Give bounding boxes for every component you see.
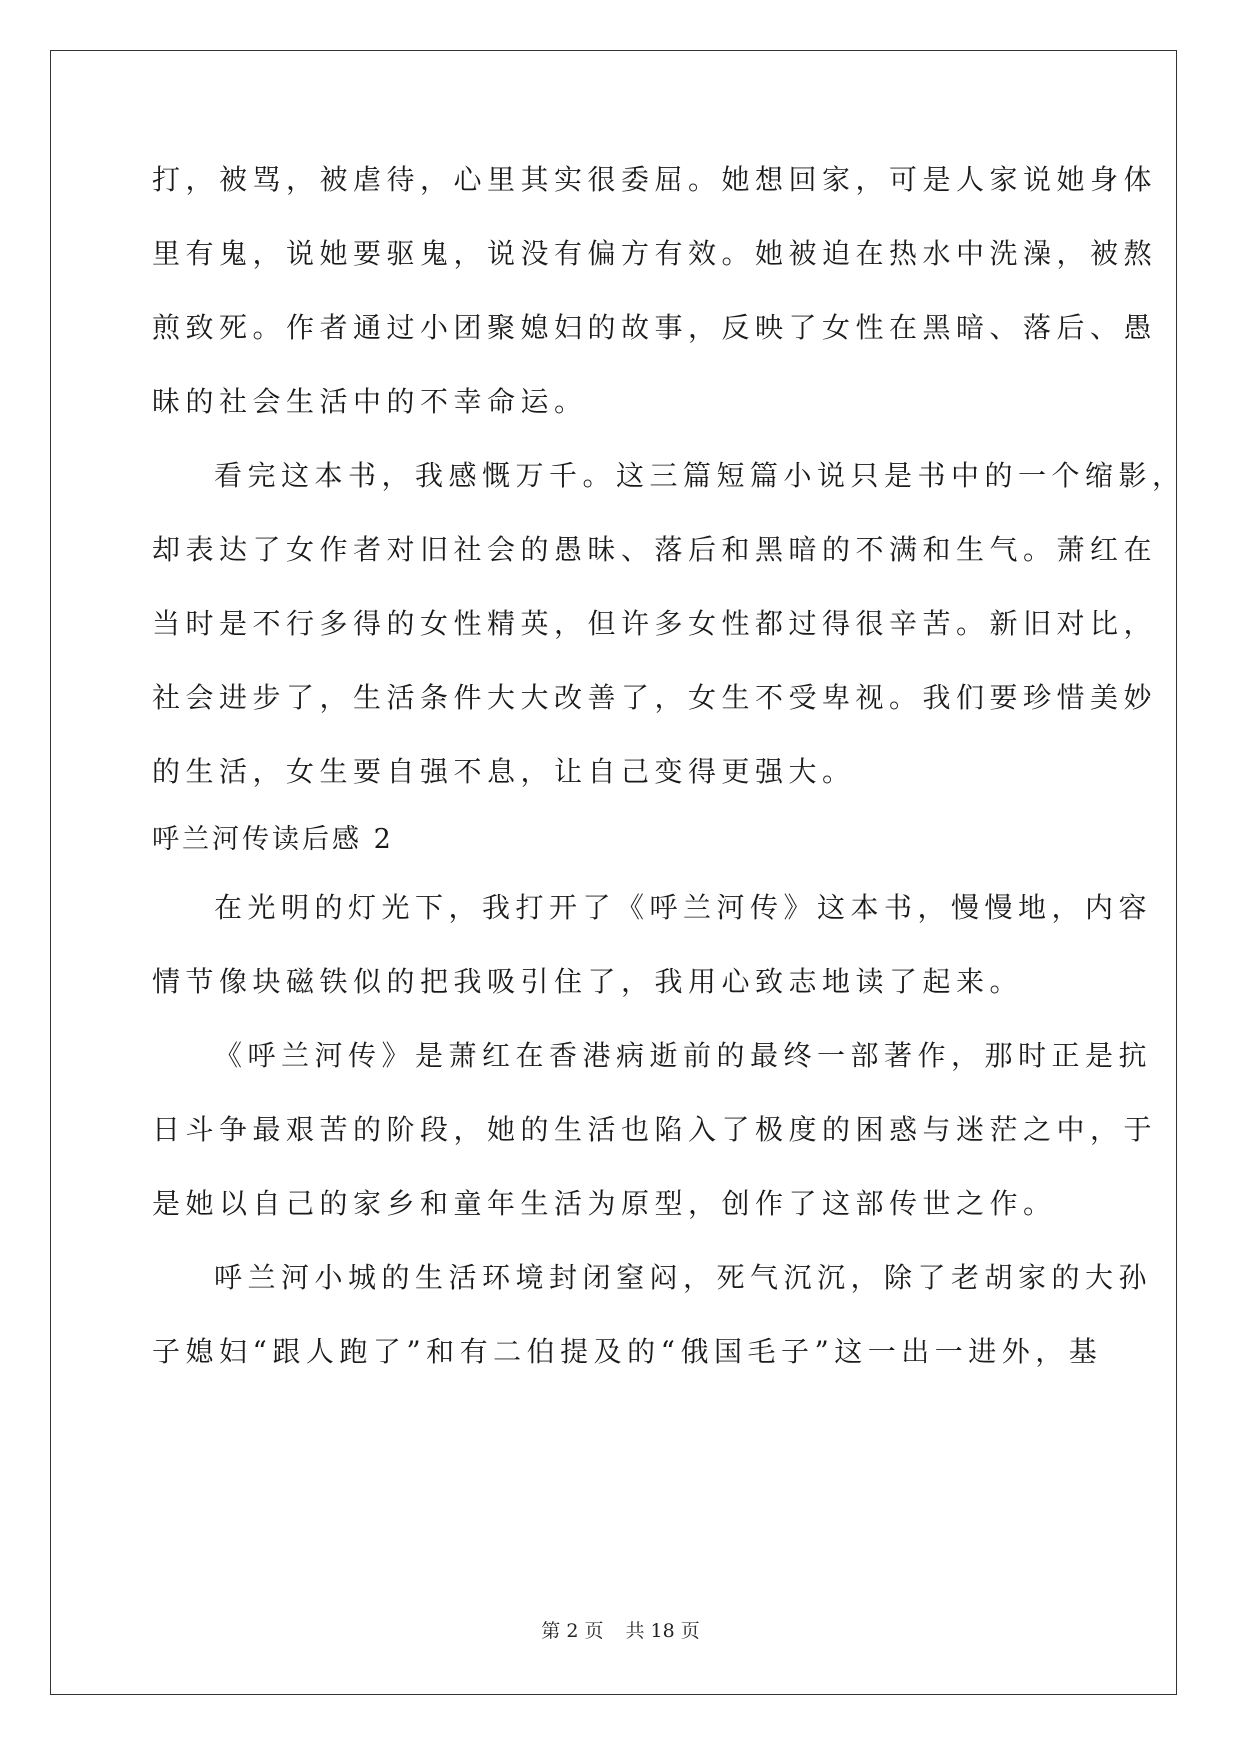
text-line: 是她以自己的家乡和童年生活为原型，创作了这部传世之作。: [152, 1187, 1057, 1220]
page-total: 共 18 页: [625, 1620, 700, 1642]
page-footer: [0, 1616, 1241, 1643]
section-heading: 呼兰河传读后感 2: [152, 824, 394, 855]
text-line: 当时是不行多得的女性精英，但许多女性都过得很辛苦。新旧对比，: [152, 607, 1158, 640]
text-line: 情节像块磁铁似的把我吸引住了，我用心致志地读了起来。: [152, 965, 1024, 998]
text-line: 日斗争最艰苦的阶段，她的生活也陷入了极度的困惑与迷茫之中，于: [152, 1113, 1158, 1146]
paragraph-start-line: 看完这本书，我感慨万千。这三篇短篇小说只是书中的一个缩影，: [214, 459, 1186, 492]
text-line: 打，被骂，被虐待，心里其实很委屈。她想回家，可是人家说她身体: [152, 163, 1158, 196]
page-border: [50, 50, 1177, 1695]
paragraph-start-line: 在光明的灯光下，我打开了《呼兰河传》这本书，慢慢地，内容: [214, 891, 1153, 924]
text-line: 社会进步了，生活条件大大改善了，女生不受卑视。我们要珍惜美妙: [152, 681, 1158, 714]
text-line: 昧的社会生活中的不幸命运。: [152, 385, 588, 418]
page-number: 第 2 页: [541, 1620, 604, 1642]
text-line: 的生活，女生要自强不息，让自己变得更强大。: [152, 755, 856, 788]
text-line: 却表达了女作者对旧社会的愚昧、落后和黑暗的不满和生气。萧红在: [152, 533, 1158, 566]
text-line: 煎致死。作者通过小团聚媳妇的故事，反映了女性在黑暗、落后、愚: [152, 311, 1158, 344]
text-line: 子媳妇“跟人跑了”和有二伯提及的“俄国毛子”这一出一进外，基: [152, 1335, 1103, 1368]
paragraph-start-line: 《呼兰河传》是萧红在香港病逝前的最终一部著作，那时正是抗: [214, 1039, 1153, 1072]
paragraph-start-line: 呼兰河小城的生活环境封闭窒闷，死气沉沉，除了老胡家的大孙: [214, 1261, 1153, 1294]
text-line: 里有鬼，说她要驱鬼，说没有偏方有效。她被迫在热水中洗澡，被熬: [152, 237, 1158, 270]
